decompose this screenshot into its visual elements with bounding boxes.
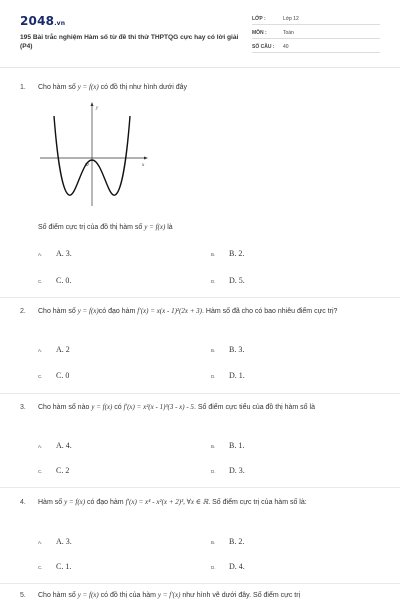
header-divider [0,67,400,68]
option-c[interactable]: C. C. 1. [38,562,72,571]
document-header [0,0,400,64]
option-b[interactable]: B. B. 2. [211,537,245,546]
x-axis-arrow [144,157,148,160]
meta-subject: MÔN : Toán [252,30,380,39]
option-a[interactable]: A. A. 3. [38,537,72,546]
question-text: Hàm số y = f(x) có đạo hàm f'(x) = x⁴ - x²(x + 2)³, ∀x ∈ ℝ. Số điểm cực trị của hàm số là: [38,498,307,506]
question-divider [0,297,400,298]
meta-question-count: SỐ CÂU : 40 [252,44,380,53]
question-number: 5. [20,592,26,599]
question-text: Cho hàm số nào y = f(x) có f'(x) = x²(x - 1)³(3 - x) - 5. Số điểm cực tiểu của đồ thị hàm số là [38,403,315,411]
option-c[interactable]: C. C. 0. [38,276,72,285]
option-a[interactable]: A. A. 4. [38,441,72,450]
option-b[interactable]: B. B. 3. [211,345,245,354]
question-divider [0,487,400,488]
x-axis-label: x [142,163,145,168]
option-b[interactable]: B. B. 2. [211,249,245,258]
origin-label: O [85,163,89,168]
y-axis-label: y [96,106,99,111]
question-5 [20,590,384,600]
option-d[interactable]: D. D. 5. [211,276,245,285]
option-d[interactable]: D. D. 1. [211,371,245,380]
y-axis-arrow [91,102,94,106]
option-d[interactable]: D. D. 4. [211,562,245,571]
question-subtext: Số điểm cực trị của đồ thị hàm số y = f(x) là [38,223,173,231]
option-b[interactable]: B. B. 1. [211,441,245,450]
option-c[interactable]: C. C. 2 [38,466,70,475]
option-d[interactable]: D. D. 3. [211,466,245,475]
question-number: 2. [20,308,26,315]
function-graph [38,100,150,212]
site-logo[interactable]: 2048.vn [20,14,66,28]
option-a[interactable]: A. A. 3. [38,249,72,258]
question-number: 1. [20,84,26,91]
option-a[interactable]: A. A. 2 [38,345,70,354]
question-number: 4. [20,499,26,506]
question-text: Cho hàm số y = f(x) có đồ thị như hình dưới đây [38,83,188,91]
question-number: 3. [20,404,26,411]
option-c[interactable]: C. C. 0 [38,371,70,380]
question-text: Cho hàm số y = f(x)có đạo hàm f'(x) = x(x - 1)²(2x + 3). Hàm số đã cho có bao nhiêu điểm cực trị? [38,307,338,315]
question-divider [0,393,400,394]
page-title: 195 Bài trắc nghiệm Hàm số từ đề thi thử THPTQG cực hay có lời giải (P4) [20,34,239,50]
meta-class: LỚP : Lớp 12 [252,16,380,25]
question-divider [0,583,400,584]
question-text: Cho hàm số y = f(x) có đồ thị của hàm y = f'(x) như hình vẽ dưới đây. Số điểm cực trị [38,591,301,599]
